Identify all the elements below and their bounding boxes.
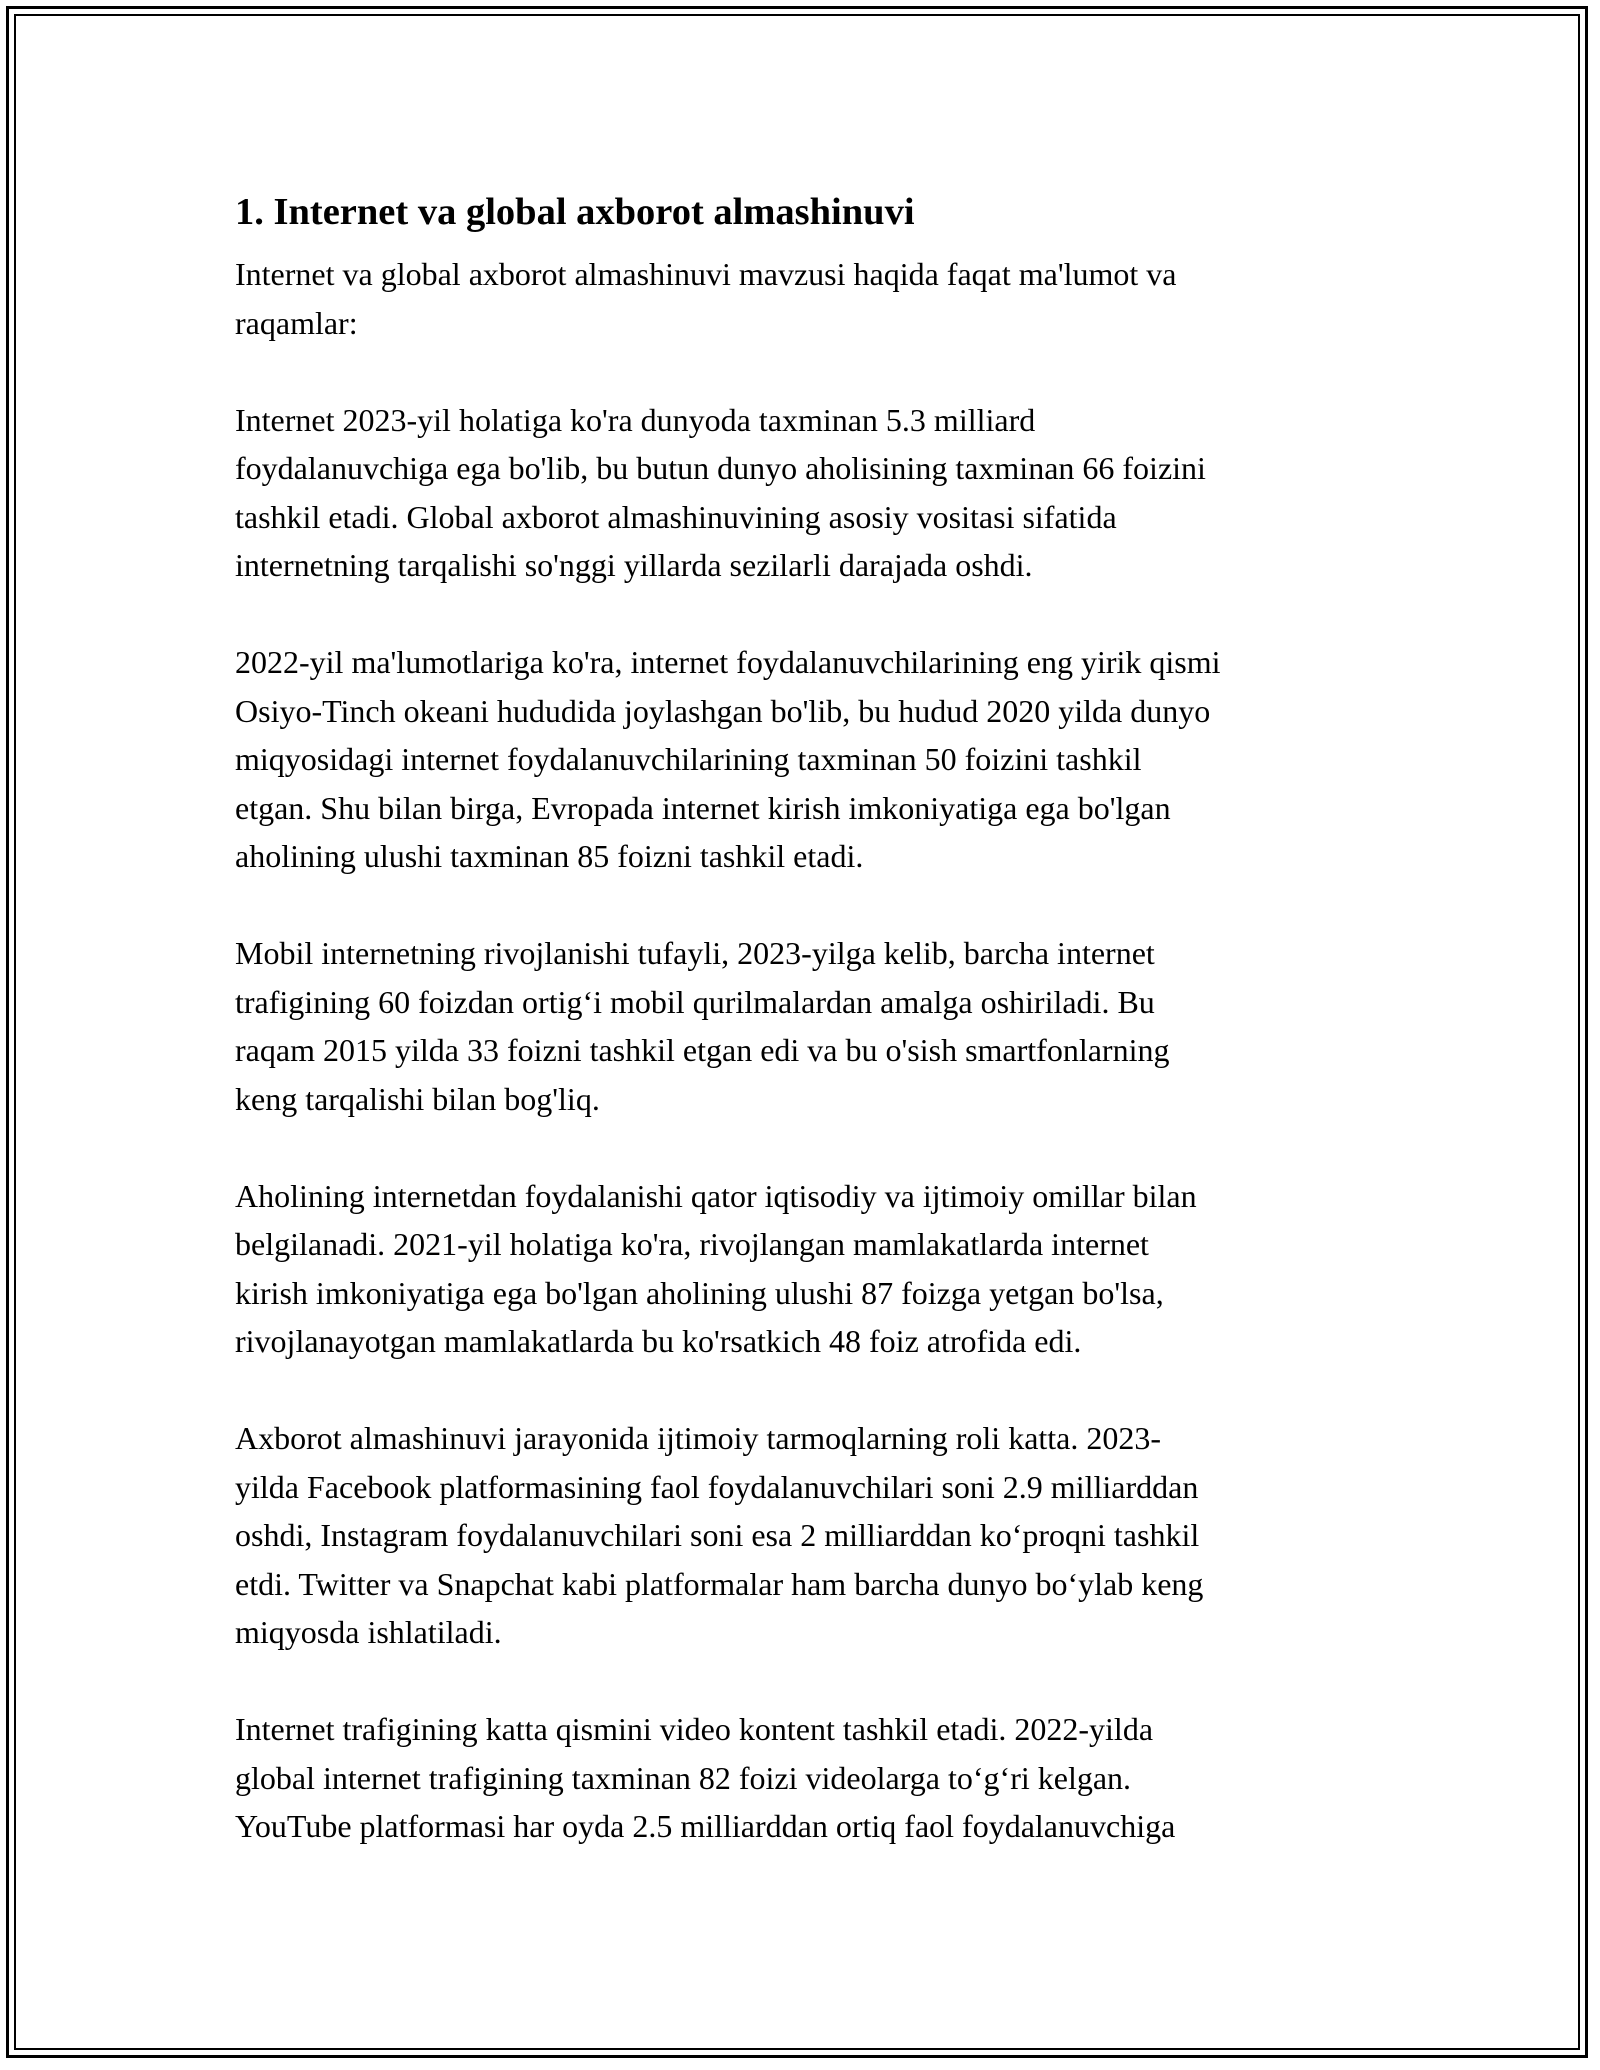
text-line: Osiyo-Tinch okeani hududida joylashgan bo'lib, bu hudud 2020 yilda dunyo — [235, 692, 1211, 729]
text-line: Internet trafigining katta qismini video kontent tashkil etadi. 2022-yilda — [235, 1711, 1154, 1747]
text-line: tashkil etadi. Global axborot almashinuvining asosiy vositasi sifatida — [235, 498, 1117, 535]
text-line: Aholining internetdan foydalanishi qator iqtisodiy va ijtimoiy omillar bilan — [235, 1177, 1197, 1214]
paragraph-intro — [235, 250, 1370, 347]
text-line: miqyosidagi internet foydalanuvchilarining taxminan 50 foizini tashkil — [235, 741, 1142, 777]
paragraph-video-traffic — [235, 1705, 1370, 1851]
paragraph-mobile-internet — [235, 929, 1370, 1123]
text-line: foydalanuvchiga ega bo'lib, bu butun dunyo aholisining taxminan 66 foizini — [235, 450, 1206, 486]
document-body — [235, 186, 1370, 1899]
text-line: oshdi, Instagram foydalanuvchilari soni esa 2 milliarddan ko‘proqni tashkil — [235, 1517, 1200, 1553]
paragraph-user-count — [235, 396, 1370, 590]
paragraph-access-factors — [235, 1172, 1370, 1366]
text-line: Internet va global axborot almashinuvi mavzusi haqida faqat ma'lumot va — [235, 256, 1177, 292]
text-line: global internet trafigining taxminan 82 foizi videolarga to‘g‘ri kelgan. — [235, 1759, 1132, 1796]
text-line: keng tarqalishi bilan bog'liq. — [235, 1080, 600, 1117]
text-line: 2022-yil ma'lumotlariga ko'ra, internet foydalanuvchilarining eng yirik qismi — [235, 644, 1221, 680]
text-line: Internet 2023-yil holatiga ko'ra dunyoda taxminan 5.3 milliard — [235, 401, 1036, 438]
section-heading: 1. Internet va global axborot almashinuvi — [235, 191, 915, 233]
text-line: raqam 2015 yilda 33 foizni tashkil etgan edi va bu o'sish smartfonlarning — [235, 1032, 1170, 1068]
text-line: belgilanadi. 2021-yil holatiga ko'ra, rivojlangan mamlakatlarda internet — [235, 1226, 1149, 1262]
text-line: Mobil internetning rivojlanishi tufayli, 2023-yilga kelib, barcha internet — [235, 935, 1155, 971]
text-line: kirish imkoniyatiga ega bo'lgan aholining ulushi 87 foizga yetgan bo'lsa, — [235, 1274, 1164, 1311]
text-line: yilda Facebook platformasining faol foydalanuvchilari soni 2.9 milliarddan — [235, 1468, 1199, 1505]
text-line: aholining ulushi taxminan 85 foizni tashkil etadi. — [235, 838, 864, 874]
text-line: etgan. Shu bilan birga, Evropada internet kirish imkoniyatiga ega bo'lgan — [235, 789, 1171, 826]
text-line: YouTube platformasi har oyda 2.5 milliarddan ortiq faol foydalanuvchiga — [235, 1808, 1176, 1844]
text-line: etdi. Twitter va Snapchat kabi platformalar ham barcha dunyo bo‘ylab keng — [235, 1565, 1204, 1602]
text-line: rivojlanayotgan mamlakatlarda bu ko'rsatkich 48 foiz atrofida edi. — [235, 1323, 1082, 1359]
paragraph-social-networks — [235, 1414, 1370, 1657]
text-line: miqyosda ishlatiladi. — [235, 1614, 502, 1650]
text-line: internetning tarqalishi so'nggi yillarda sezilarli darajada oshdi. — [235, 547, 1033, 583]
paragraph-regional-share — [235, 638, 1370, 881]
text-line: Axborot almashinuvi jarayonida ijtimoiy tarmoqlarning roli katta. 2023- — [235, 1420, 1162, 1456]
text-line: raqamlar: — [235, 304, 358, 341]
text-line: trafigining 60 foizdan ortig‘i mobil qurilmalardan amalga oshiriladi. Bu — [235, 983, 1155, 1020]
